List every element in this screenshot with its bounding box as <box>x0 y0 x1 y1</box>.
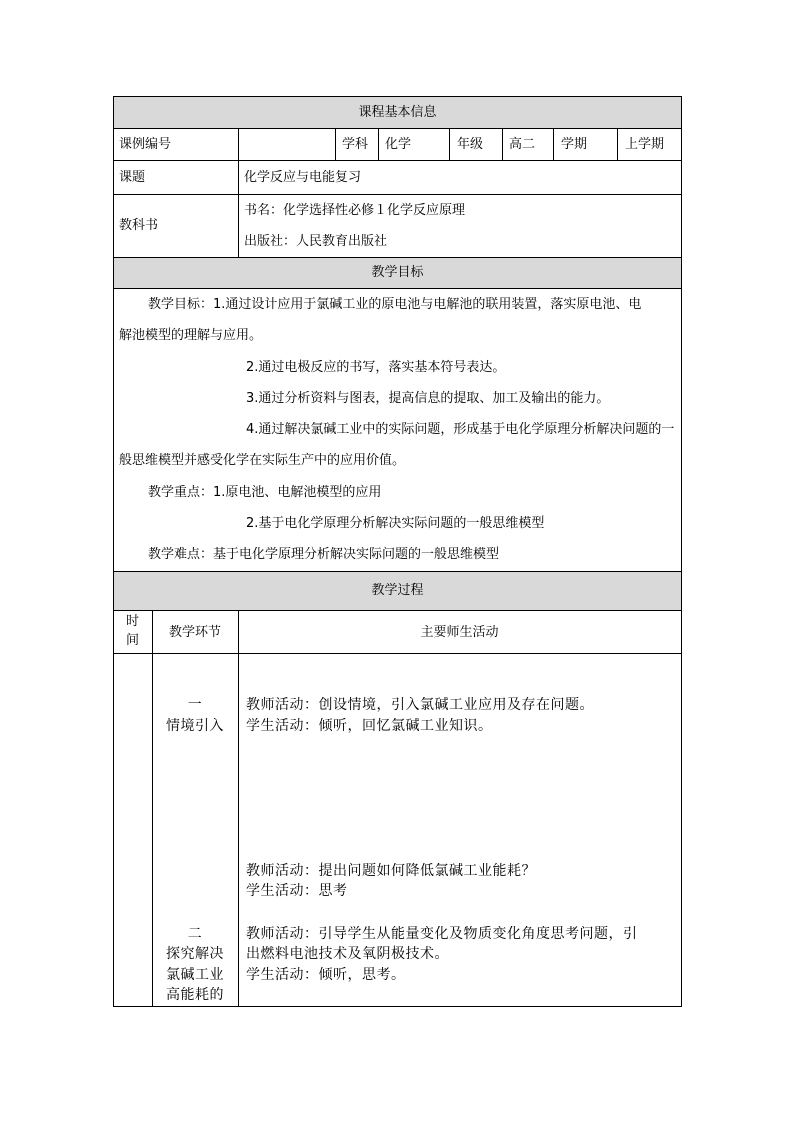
stage2-line-3: 高能耗的 <box>166 987 224 1003</box>
key-point-2: 2.基于电化学原理分析解决实际问题的一般思维模型 <box>246 516 545 531</box>
rule <box>335 128 336 160</box>
textbook-publisher: 出版社：人民教育出版社 <box>244 234 388 249</box>
process-header: 教学过程 <box>371 583 424 598</box>
s2-student-activity: 学生活动：倾听，思考。 <box>246 967 406 983</box>
stage2-line-2: 氯碱工业 <box>166 967 224 983</box>
rule <box>238 128 239 257</box>
rule <box>378 128 379 160</box>
goal-3: 3.通过分析资料与图表，提高信息的提取、加工及输出的能力。 <box>246 391 610 406</box>
stage2-number: 二 <box>187 926 203 942</box>
term-value: 上学期 <box>625 137 665 152</box>
goal-line-1-cont: 解池模型的理解与应用。 <box>119 328 263 343</box>
key-point-1: 教学重点：1.原电池、电解池模型的应用 <box>148 485 382 500</box>
s1b-student-activity: 学生活动：思考 <box>246 883 348 899</box>
objectives-header: 教学目标 <box>371 265 424 280</box>
col-stage: 教学环节 <box>168 625 221 640</box>
goal-2: 2.通过电极反应的书写，落实基本符号表达。 <box>246 360 506 375</box>
col-time-1: 时 <box>125 614 139 629</box>
rule <box>449 128 450 160</box>
rule <box>113 96 114 1007</box>
stage1-number: 一 <box>187 697 203 713</box>
term-label: 学期 <box>561 137 588 152</box>
rule <box>113 610 682 611</box>
rule <box>113 571 682 572</box>
rule <box>113 160 682 161</box>
lesson-no-label: 课例编号 <box>119 137 172 152</box>
goal-4: 4.通过解决氯碱工业中的实际问题，形成基于电化学原理分析解决问题的一 <box>246 422 675 437</box>
col-time-2: 间 <box>125 633 139 648</box>
subject-label: 学科 <box>342 137 369 152</box>
grade-label: 年级 <box>457 137 484 152</box>
goal-line-1: 教学目标：1.通过设计应用于氯碱工业的原电池与电解池的联用装置，落实原电池、电 <box>148 297 642 312</box>
textbook-name: 书名：化学选择性必修１化学反应原理 <box>244 203 466 218</box>
rule <box>113 288 682 289</box>
subject-value: 化学 <box>385 137 412 152</box>
stage2-line-1: 探究解决 <box>166 946 224 962</box>
s1-student-activity: 学生活动：倾听，回忆氯碱工业知识。 <box>246 718 493 734</box>
rule <box>681 96 682 1007</box>
difficulty: 教学难点：基于电化学原理分析解决实际问题的一般思维模型 <box>148 547 500 562</box>
rule <box>113 128 682 129</box>
textbook-label: 教科书 <box>119 218 159 233</box>
grade-value: 高二 <box>509 137 536 152</box>
stage1-name: 情境引入 <box>166 718 224 734</box>
rule <box>502 128 503 160</box>
topic-label: 课题 <box>119 170 146 185</box>
s2-teacher-activity-2: 出燃料电池技术及氧阴极技术。 <box>246 946 449 962</box>
goal-4-cont: 般思维模型并感受化学在实际生产中的应用价值。 <box>119 453 406 468</box>
rule <box>113 194 682 195</box>
rule <box>617 128 618 160</box>
col-activity: 主要师生活动 <box>420 625 499 640</box>
rule <box>553 128 554 160</box>
s2-teacher-activity-1: 教师活动：引导学生从能量变化及物质变化角度思考问题，引 <box>246 926 638 942</box>
rule <box>113 257 682 258</box>
rule <box>113 653 682 654</box>
basic-info-header: 课程基本信息 <box>358 105 437 120</box>
rule <box>238 610 239 1007</box>
s1-teacher-activity: 教师活动：创设情境，引入氯碱工业应用及存在问题。 <box>246 697 594 713</box>
topic-value: 化学反应与电能复习 <box>244 170 362 185</box>
rule <box>113 1006 682 1007</box>
s1b-teacher-activity: 教师活动：提出问题如何降低氯碱工业能耗？ <box>246 863 536 879</box>
rule <box>113 96 682 97</box>
